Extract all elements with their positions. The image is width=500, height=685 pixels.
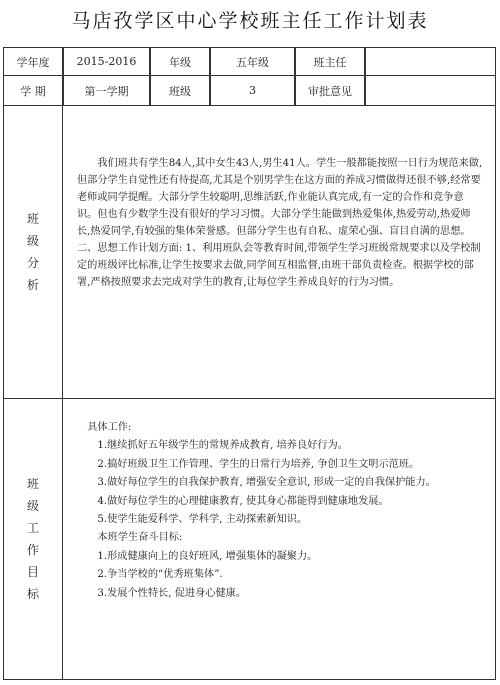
analysis-section-label	[3, 105, 63, 399]
goals-intro: 具体工作:	[87, 422, 132, 433]
grade-value: 五年级	[210, 47, 295, 76]
goals-label-char: 目	[26, 565, 39, 579]
analysis-paragraph: 二、思想工作计划方面: 1、利用班队会等教育时间,带领学生学习班级常规要求以及学校制定的班级评比标准,让学生按要求去做,同学间互相监督,由班干部负责检查。根据学校的部署,严格按照要求去完成对学生的教育,让每位学生养成良好的行为习惯。	[77, 243, 481, 288]
teacher-label: 班主任	[295, 47, 365, 76]
goals-sub-item: 1.形成健康向上的良好班风, 增强集体的凝聚力。	[97, 550, 318, 562]
year-value: 2015-2016	[63, 47, 150, 76]
analysis-label-char: 班	[26, 212, 39, 226]
year-label: 学年度	[3, 47, 63, 76]
goals-sub-item: 3.发展个性特长, 促进身心健康。	[97, 587, 247, 599]
goals-item: 2.搞好班级卫生工作管理、学生的日常行为培养, 争创卫生文明示范班。	[97, 458, 420, 470]
analysis-content	[62, 105, 496, 399]
goals-sub-intro: 本班学生奋斗目标:	[97, 532, 183, 544]
goals-label-char: 工	[26, 521, 39, 535]
goals-label-char: 级	[26, 499, 39, 513]
goals-item: 4.做好每位学生的心理健康教育, 使其身心都能得到健康地发展。	[97, 495, 389, 507]
goals-label-char: 标	[26, 587, 39, 601]
analysis-label-char: 分	[26, 256, 39, 270]
grade-label: 年级	[150, 47, 210, 76]
review-value	[365, 75, 496, 106]
goals-item: 5.使学生能爱科学、学科学, 主动探索新知识。	[97, 514, 308, 526]
goals-label-char: 作	[26, 543, 39, 557]
analysis-paragraph: 我们班共有学生84人,其中女生43人,男生41人。学生一般都能按照一日行为规范来做,但部分学生自觉性还有待提高,尤其是个别男学生在这方面的养成习惯做得还很不够,经常要老师或同学提醒。大部分学生较聪明,思维活跃,作业能认真完成,有一定的合作和竞争意识。但也有少数学生没有很好的学习习惯。大部分学生能做到热爱集体,热爱劳动,热爱师长,热爱同学,有较强的集体荣誉感。但部分学生也有自私、虚荣心强、盲目自满的思想。	[77, 158, 483, 237]
term-label: 学 期	[3, 75, 63, 106]
goals-sub-item: 2.争当学校的“优秀班集体”.	[97, 569, 223, 581]
goals-section-label	[3, 398, 63, 680]
review-label: 审批意见	[295, 75, 365, 106]
analysis-label-char: 析	[26, 278, 39, 292]
analysis-label-char: 级	[26, 234, 39, 248]
goals-item: 1.继续抓好五年级学生的常规养成教育, 培养良好行为。	[97, 440, 348, 452]
goals-item: 3.做好每位学生的自我保护教育, 增强安全意识, 形成一定的自我保护能力。	[97, 477, 436, 489]
document-title: 马店孜学区中心学校班主任工作计划表	[71, 10, 429, 32]
class-label: 班级	[150, 75, 210, 106]
goals-content	[62, 398, 496, 680]
class-value: 3	[210, 75, 295, 106]
teacher-value	[365, 47, 496, 76]
goals-label-char: 班	[26, 477, 39, 491]
plan-table	[3, 47, 496, 680]
term-value: 第一学期	[63, 75, 150, 106]
